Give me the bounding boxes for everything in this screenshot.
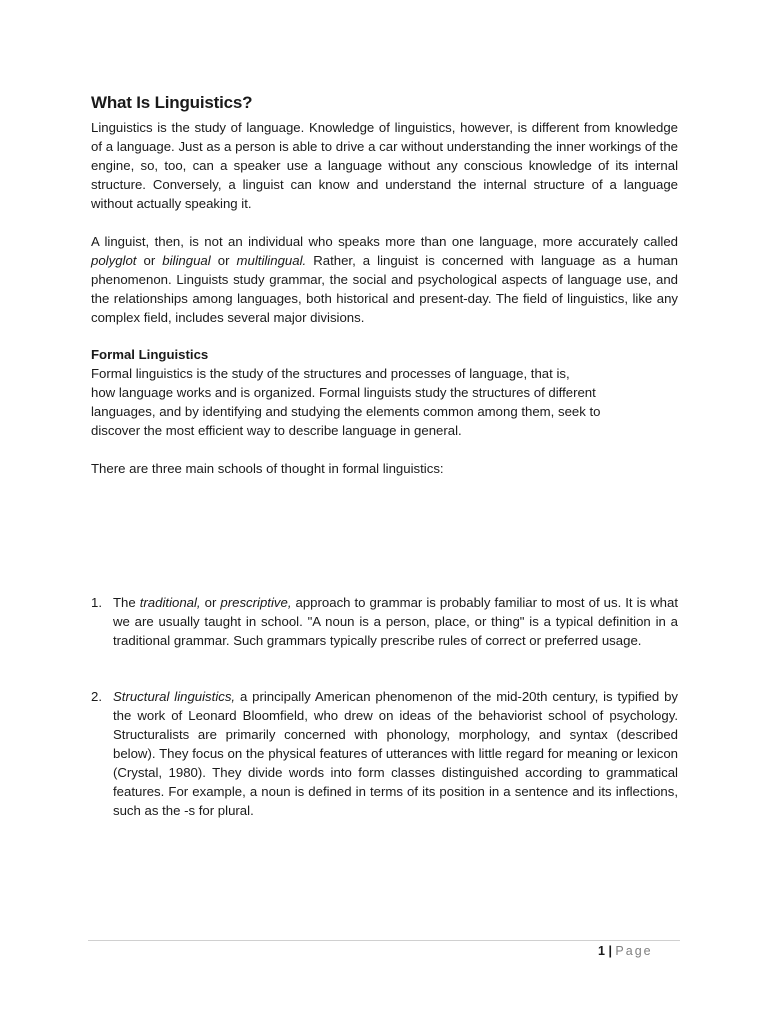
page-number: 1 xyxy=(598,944,605,958)
linguist-paragraph xyxy=(91,232,678,327)
text-run: The xyxy=(113,595,140,610)
text-run: approach to grammar is probably familiar to most of us. It is what we are usually taught in school. "A noun is a person, place, or thing" is a typical definition in a traditional grammar. Such grammars typically prescribe rules of correct or preferred usage. xyxy=(113,595,679,648)
text-run: or xyxy=(136,253,163,268)
list-number: 2. xyxy=(91,689,102,704)
italic-term: bilingual xyxy=(162,253,211,268)
italic-term: polyglot xyxy=(91,253,137,268)
formal-line: discover the most efficient way to describe language in general. xyxy=(91,423,462,438)
text-run: A linguist, then, is not an individual who speaks more than one language, more accurately called xyxy=(91,234,678,249)
formal-line: Formal linguistics is the study of the structures and processes of language, that is, xyxy=(91,366,570,381)
page-footer xyxy=(598,944,653,958)
intro-paragraph: Linguistics is the study of language. Knowledge of linguistics, however, is different from knowledge of a language. Just as a person is able to drive a car without understanding the inner workings of the engine, so, too, can a speaker use a language without any conscious knowledge of its internal structure. Conversely, a linguist can know and understand the internal structure of a language without actually speaking it. xyxy=(91,120,678,211)
page-label: Page xyxy=(615,944,653,958)
text-run: a principally American phenomenon of the mid-20th century, is typified by the work of Leonard Bloomfield, who drew on ideas of the behaviorist school of psychology. Structuralists are primarily concerned with phonology, morphology, and syntax (described below). They focus on the physical features of utterances with little regard for meaning or lexicon (Crystal, 1980). They divide words into form classes distinguished according to grammatical features. For example, a noun is defined in terms of its position in a sentence and its inflections, such as the -s for plural. xyxy=(113,689,678,818)
italic-term: prescriptive, xyxy=(220,595,292,610)
italic-term: traditional, xyxy=(139,595,201,610)
footer-separator: | xyxy=(608,944,612,958)
list-item xyxy=(91,687,678,820)
text-run: Rather, a linguist is concerned with language as a human phenomenon. Linguists study grammar, the social and psychological aspects of language use, and the relationships among languages, both historical and present-day. The field of linguistics, like any complex field, includes several major divisions. xyxy=(91,253,678,325)
list-item-text xyxy=(113,593,678,650)
formal-line: languages, and by identifying and studying the elements common among them, seek to xyxy=(91,404,601,419)
text-run: or xyxy=(210,253,237,268)
section-heading: Formal Linguistics xyxy=(91,347,209,362)
italic-term: multilingual. xyxy=(236,253,307,268)
list-number: 1. xyxy=(91,595,102,610)
text-run: or xyxy=(200,595,221,610)
footer-divider xyxy=(88,940,680,941)
formal-line: how language works and is organized. Formal linguists study the structures of different xyxy=(91,385,596,400)
schools-intro: There are three main schools of thought in formal linguistics: xyxy=(91,461,444,476)
italic-term: Structural linguistics, xyxy=(113,689,236,704)
list-item-text xyxy=(113,687,678,820)
page-title: What Is Linguistics? xyxy=(91,93,253,112)
formal-paragraph xyxy=(91,364,678,440)
list-item xyxy=(91,593,678,650)
